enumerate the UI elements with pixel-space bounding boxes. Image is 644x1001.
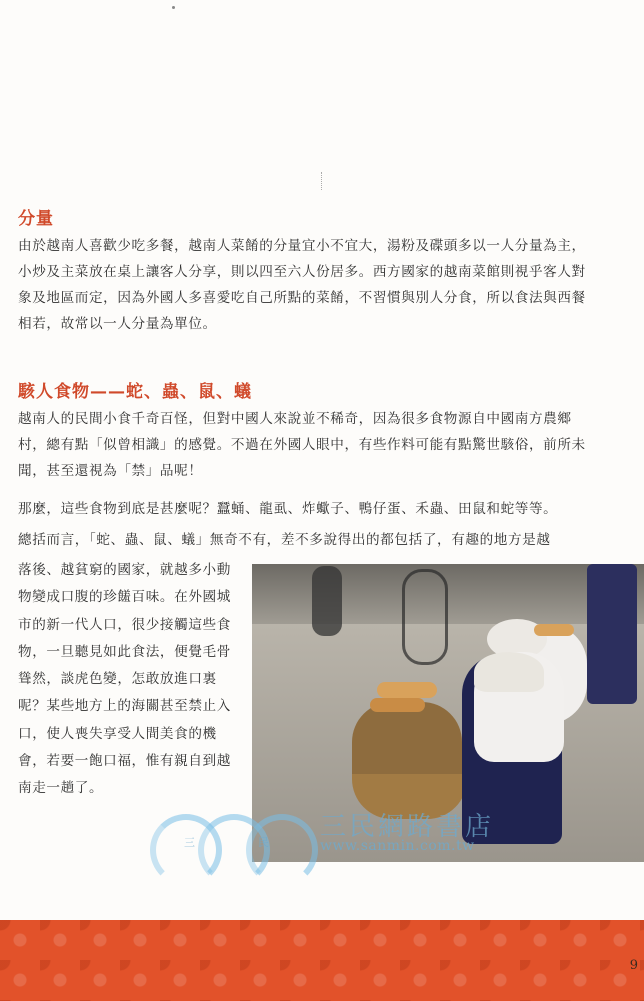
photo-bread [377, 682, 437, 698]
watermark-char-right: 民 [258, 836, 269, 849]
photo-bread [534, 624, 574, 636]
street-vendor-photo [252, 564, 644, 862]
watermark-title: 三民網路書店 [320, 812, 495, 842]
paragraph-scary-food-2: 那麼，這些食物到底是甚麼呢？蠶蛹、龍虱、炸蠍子、鴨仔蛋、禾蟲、田鼠和蛇等等。 [18, 501, 558, 517]
section-heading-scary-food: 駭人食物——蛇、蟲、鼠、蟻 [18, 382, 252, 402]
paragraph-scary-food-3: 總括而言，「蛇、蟲、鼠、蟻」無奇不有，差不多說得出的都包括了，有趣的地方是越 [18, 532, 551, 548]
page-number: 9 [629, 958, 638, 973]
photo-passerby [587, 564, 637, 704]
stray-mark [172, 6, 175, 9]
photo-vendor-headscarf [474, 652, 544, 692]
photo-motorbike-rider [312, 566, 342, 636]
watermark-char-left: 三 [184, 836, 195, 849]
watermark-url: www.sanmin.com.tw [320, 838, 475, 854]
paragraph-scary-food-1: 越南人的民間小食千奇百怪，但對中國人來說並不稀奇，因為很多食物源自中國南方農鄉村，總有點「似曾相識」的感覺。不過在外國人眼中，有些作料可能有點驚世駭俗，前所未聞，甚至還視為「禁」品呢！ [18, 411, 586, 479]
decorative-footer-band [0, 920, 644, 1001]
section-heading-portion: 分量 [18, 209, 54, 229]
photo-bicycle [402, 569, 448, 665]
stray-mark [321, 172, 323, 190]
paragraph-scary-food-4: 落後、越貧窮的國家，就越多小動物變成口腹的珍饈百味。在外國城市的新一代人口，很少接觸這些食物，一旦聽見如此食法，便覺毛骨聳然，談虎色變，怎敢放進口裏呢？某些地方上的海關甚至禁止入口，使人喪失享受人間美食的機會，若要一飽口福，惟有親自到越南走一趟了。 [18, 562, 231, 797]
photo-bread [370, 698, 425, 712]
paragraph-portion: 由於越南人喜歡少吃多餐，越南人菜餚的分量宜小不宜大，湯粉及碟頭多以一人分量為主，小炒及主菜放在桌上讓客人分享，則以四至六人份居多。西方國家的越南菜館則視乎客人對象及地區而定，因為外國人多喜愛吃自己所點的菜餚，不習慣與別人分食，所以食法與西餐相若，故常以一人分量為單位。 [18, 238, 586, 332]
